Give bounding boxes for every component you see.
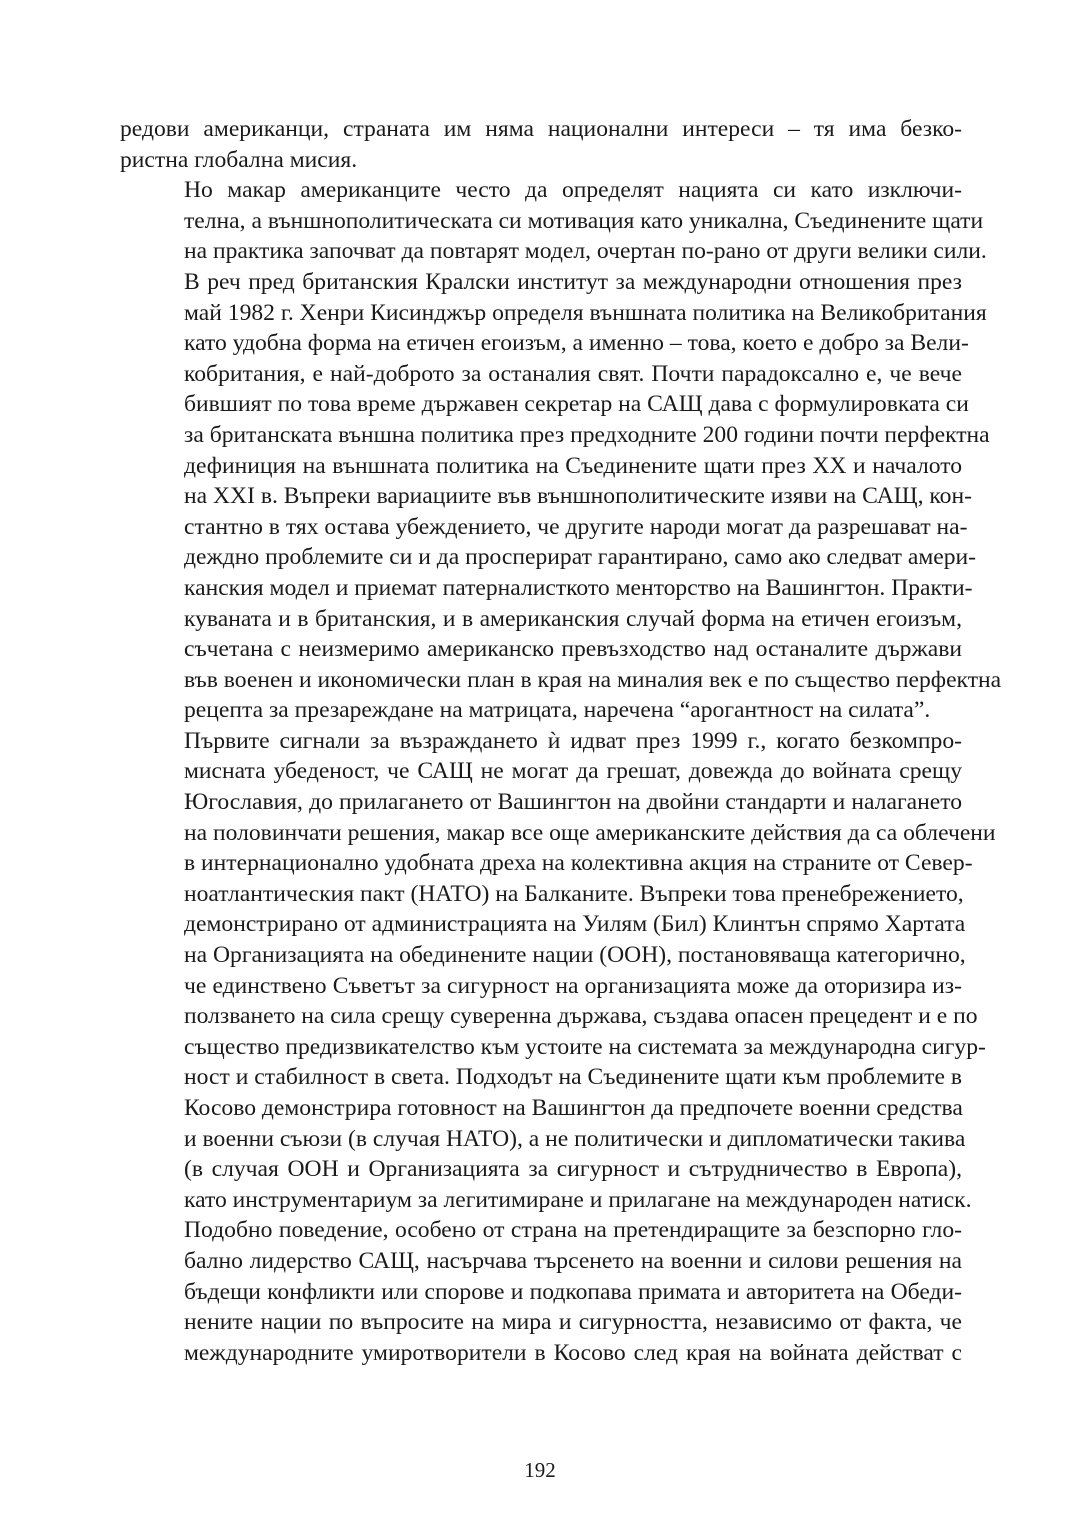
text-line: ноатлантическия пакт (НАТО) на Балканите. Въпреки това пренебрежението, [184, 880, 964, 907]
page-number: 192 [524, 1458, 556, 1482]
text-line: рецепта за презареждане на матрицата, наречена “арогантност на силата”. [184, 697, 931, 724]
text-line: Югославия, до прилагането от Вашингтон на двойни стандарти и налагането [184, 789, 962, 816]
text-line: Първите сигнали за възраждането ѝ идват през 1999 г., когато безкомпро- [184, 727, 962, 754]
text-line: на практика започват да повтарят модел, очертан по-рано от други велики сили. [184, 238, 987, 265]
text-line: демонстрирано от администрацията на Уилям (Бил) Клинтън спрямо Хартата [184, 911, 966, 938]
text-line: в интернационално удобната дреха на колективна акция на страните от Север- [184, 850, 973, 877]
text-line: съчетана с неизмеримо американско превъзходство над останалите държави [184, 636, 962, 663]
text-line: май 1982 г. Хенри Кисинджър определя външната политика на Великобритания [184, 299, 987, 326]
text-line: на Организацията на обединените нации (ООН), постановяваща категорично, [184, 942, 966, 969]
text-line: нените нации по въпросите на мира и сигурността, независимо от факта, че [184, 1309, 962, 1336]
page-body [120, 114, 1002, 1368]
text-line: ност и стабилност в света. Подходът на Съединените щати към проблемите в [184, 1064, 962, 1091]
text-line: като инструментариум за легитимиране и прилагане на международен натиск. [184, 1186, 972, 1213]
text-line: (в случая ООН и Организацията за сигурност и сътрудничество в Европа), [184, 1156, 962, 1183]
text-line: Косово демонстрира готовност на Вашингтон да предпочете военни средства [184, 1095, 963, 1121]
text-line: дефиниция на външната политика на Съединените щати през XX и началото [184, 452, 962, 479]
paragraph-3 [120, 726, 996, 1368]
text-line: във военен и икономически план в края на миналия век е по същество перфектна [184, 666, 1002, 693]
text-line: ползването на сила срещу суверенна държава, създава опасен прецедент и е по [184, 1003, 978, 1030]
text-line: В реч пред британския Кралски институт за международни отношения през [184, 268, 962, 295]
text-line: международните умиротворители в Косово след края на войната действат с [184, 1339, 962, 1366]
paragraph-2 [120, 175, 1002, 726]
text-line: стантно в тях остава убеждението, че другите народи могат да разрешават на- [184, 513, 968, 540]
text-line: бившият по това време държавен секретар на САЩ дава с формулировката си [184, 391, 969, 418]
text-line: телна, а външнополитическата си мотивация като уникална, Съединените щати [184, 207, 984, 234]
text-line: ристна глобална мисия. [120, 146, 358, 173]
text-line: като удобна форма на етичен егоизъм, а именно – това, което е добро за Вели- [184, 330, 969, 357]
text-line: бъдещи конфликти или спорове и подкопава примата и авторитета на Обеди- [184, 1278, 962, 1305]
text-line: мисната убеденост, че САЩ не могат да грешат, довежда до войната срещу [184, 758, 962, 785]
text-line: че единствено Съветът за сигурност на организацията може да оторизира из- [184, 972, 962, 999]
text-line: куваната и в британския, и в американския случай форма на етичен егоизъм, [184, 605, 962, 632]
paragraph-1 [120, 114, 962, 175]
text-line: за британската външна политика през предходните 200 години почти перфектна [184, 421, 990, 448]
text-line: на XXI в. Въпреки вариациите във външнополитическите изяви на САЩ, кон- [184, 483, 972, 510]
text-line: Подобно поведение, особено от страна на претендиращите за безспорно гло- [184, 1217, 962, 1244]
text-line: редови американци, страната им няма национални интереси – тя има безко- [120, 116, 962, 142]
text-line: канския модел и приемат патерналисткото менторство на Вашингтон. Практи- [184, 574, 973, 601]
text-line: деждно проблемите си и да просперират гарантирано, само ако следват амери- [184, 544, 977, 571]
text-line: кобритания, е най-доброто за останалия свят. Почти парадоксално е, че вече [184, 360, 962, 387]
text-line: Но макар американците често да определят нацията си като изключи- [184, 177, 962, 204]
text-line: същество предизвикателство към устоите на системата за международна сигур- [184, 1033, 986, 1060]
text-line: и военни съюзи (в случая НАТО), а не политически и дипломатически такива [184, 1125, 966, 1152]
text-line: на половинчати решения, макар все още американските действия да са облечени [184, 819, 996, 846]
text-line: бално лидерство САЩ, насърчава търсенето на военни и силови решения на [184, 1247, 962, 1274]
